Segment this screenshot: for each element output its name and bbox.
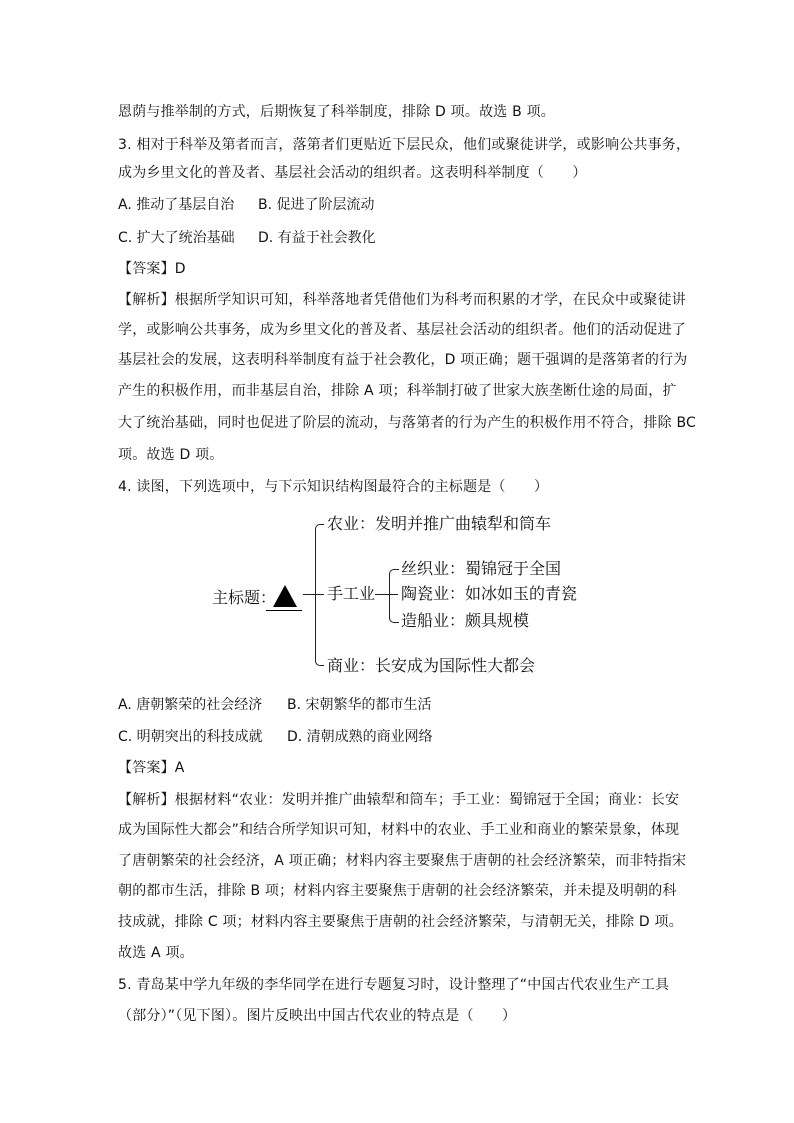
diagram-commerce: 商业：长安成为国际性大都会: [327, 656, 536, 675]
q3-analysis: 【解析】根据所学知识可知，科举落地者凭借他们为科考而积累的才学，在民众中或聚徒讲: [118, 292, 686, 308]
question-4-stem: 4. 读图，下列选项中，与下示知识结构图最符合的主标题是（ ）: [118, 479, 549, 495]
sub-bracket: [389, 569, 399, 623]
q3-analysis-line: 基层社会的发展，这表明科举制度有益于社会教化，D 项正确；题干强调的是落第者的行为: [118, 352, 688, 368]
q4-analysis-line: 成为国际性大都会”和结合所学知识可知，材料中的农业、手工业和商业的繁荣景象，体现: [118, 822, 680, 838]
diagram-agriculture: 农业：发明并推广曲辕犁和筒车: [327, 514, 552, 533]
sub-connector: [375, 594, 389, 595]
q3-option-d: D. 有益于社会教化: [258, 230, 376, 246]
q4-option-a: A. 唐朝繁荣的社会经济: [118, 697, 263, 713]
question-5-stem-cont: （部分）”（见下图）。图片反映出中国古代农业的特点是（ ）: [118, 1008, 517, 1024]
q3-analysis-line: 大了统治基础，同时也促进了阶层的流动，与落第者的行为产生的积极作用不符合，排除 BC: [118, 415, 696, 431]
q3-answer: 【答案】D: [118, 261, 186, 277]
triangle-icon: [273, 585, 297, 607]
diagram-silk: 丝织业：蜀锦冠于全国: [401, 559, 562, 578]
question-5-stem: 5. 青岛某中学九年级的李华同学在进行专题复习时，设计整理了“中国古代农业生产工具: [118, 977, 670, 993]
text-line: 恩荫与推举制的方式，后期恢复了科举制度，排除 D 项。故选 B 项。: [118, 104, 555, 120]
q3-analysis-line: 产生的积极作用，而非基层自治，排除 A 项；科举制打破了世家大族垄断仕途的局面，扩: [118, 383, 677, 399]
blank-underline: [266, 610, 302, 611]
diagram-main-label: 主标题：: [212, 588, 277, 607]
q4-option-b: B. 宋朝繁华的都市生活: [287, 697, 432, 713]
q4-analysis-line: 朝的都市生活，排除 B 项；材料内容主要聚焦于唐朝的社会经济繁荣，并未提及明朝的科: [118, 883, 677, 899]
q3-analysis-line: 项。故选 D 项。: [118, 447, 224, 463]
q4-analysis-line: 故选 A 项。: [118, 945, 194, 961]
handicraft-tick: [316, 594, 324, 595]
diagram-porcelain: 陶瓷业：如冰如玉的青瓷: [401, 584, 578, 603]
diagram-handicraft: 手工业: [327, 584, 376, 603]
q4-analysis-line: 技成就，排除 C 项；材料内容主要聚焦于唐朝的社会经济繁荣，与清朝无关，排除 D 项。: [118, 914, 683, 930]
q4-option-c: C. 明朝突出的科技成就: [118, 729, 263, 745]
q4-analysis-line: 了唐朝繁荣的社会经济，A 项正确；材料内容主要聚焦于唐朝的社会经济繁荣，而非特指宋: [118, 853, 687, 869]
q3-option-b: B. 促进了阶层流动: [258, 197, 375, 213]
main-connector: [303, 594, 315, 595]
question-3-stem: 3. 相对于科举及第者而言，落第者们更贴近下层民众，他们或聚徒讲学，或影响公共事务，: [118, 137, 691, 153]
q3-option-c: C. 扩大了统治基础: [118, 230, 235, 246]
diagram-shipbuilding: 造船业：颇具规模: [401, 611, 530, 630]
q3-option-a: A. 推动了基层自治: [118, 197, 235, 213]
q4-analysis: 【解析】根据材料“农业：发明并推广曲辕犁和筒车；手工业：蜀锦冠于全国；商业：长安: [118, 792, 680, 808]
question-3-stem-cont: 成为乡里文化的普及者、基层社会活动的组织者。这表明科举制度（ ）: [118, 165, 587, 181]
q4-answer: 【答案】A: [118, 760, 185, 776]
porcelain-tick: [390, 594, 398, 595]
main-bracket: [315, 524, 324, 666]
q3-analysis-line: 学，或影响公共事务，成为乡里文化的普及者、基层社会活动的组织者。他们的活动促进了: [118, 322, 686, 338]
q4-option-d: D. 清朝成熟的商业网络: [287, 729, 433, 745]
